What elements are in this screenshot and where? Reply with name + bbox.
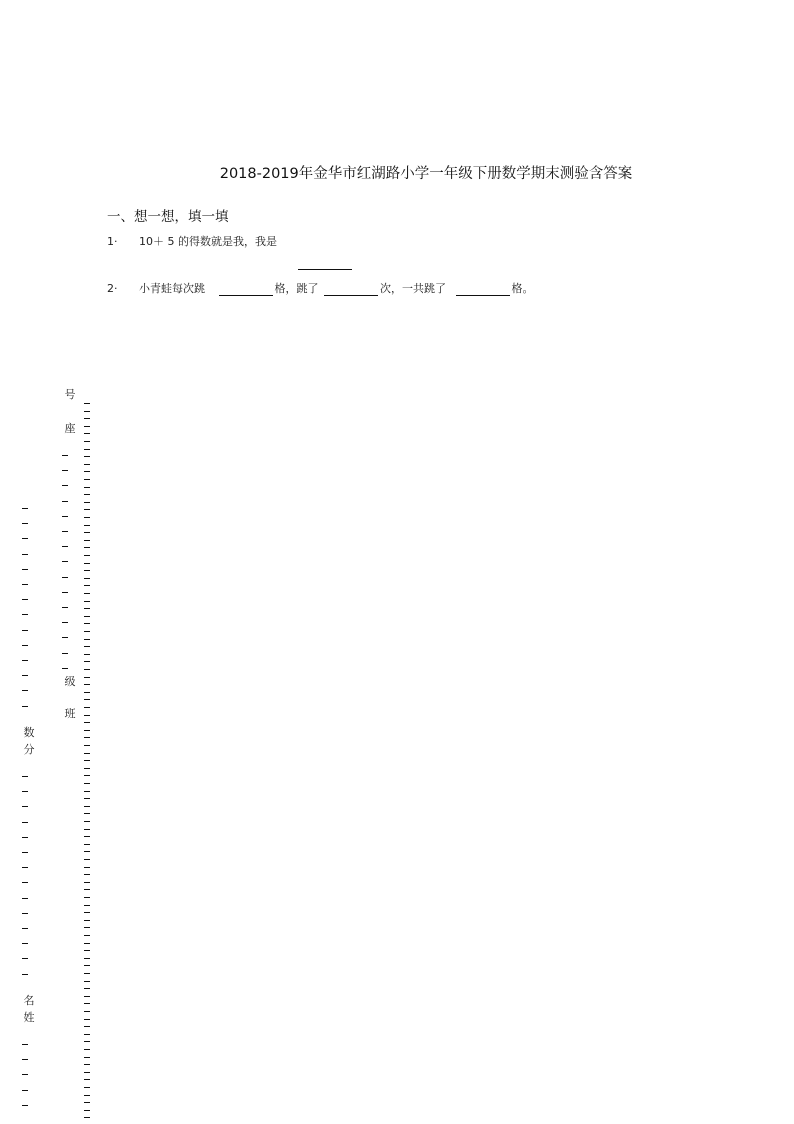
binding-dash	[22, 569, 28, 570]
binding-dash	[84, 1064, 90, 1065]
binding-dash	[84, 821, 90, 822]
binding-dash	[84, 897, 90, 898]
binding-dash	[84, 1057, 90, 1058]
binding-dash	[84, 547, 90, 548]
binding-dash	[84, 456, 90, 457]
binding-dash	[22, 675, 28, 676]
question-number: 2·	[107, 282, 118, 295]
score-label: 数	[23, 726, 35, 739]
binding-dash	[84, 791, 90, 792]
binding-dash	[84, 1110, 90, 1111]
binding-dash	[84, 623, 90, 624]
binding-dash	[84, 1049, 90, 1050]
binding-dash	[84, 844, 90, 845]
binding-dash	[84, 570, 90, 571]
answer-blank[interactable]	[219, 283, 273, 296]
binding-dash	[22, 974, 28, 975]
binding-dash	[22, 806, 28, 807]
binding-dash	[62, 622, 68, 623]
binding-dash	[84, 1072, 90, 1073]
binding-dash	[84, 927, 90, 928]
class-label: 级	[64, 675, 76, 688]
binding-dash	[84, 471, 90, 472]
binding-dash	[22, 1074, 28, 1075]
binding-dash	[22, 1059, 28, 1060]
seat-number-label: 号	[64, 388, 76, 401]
binding-dash	[84, 418, 90, 419]
binding-dash	[84, 646, 90, 647]
binding-dash	[84, 943, 90, 944]
binding-dash	[84, 654, 90, 655]
binding-dash	[84, 1117, 90, 1118]
binding-dash	[84, 836, 90, 837]
binding-dash	[84, 677, 90, 678]
seat-number-label: 座	[64, 422, 76, 435]
question-2	[107, 280, 534, 296]
binding-dash	[62, 653, 68, 654]
binding-dash	[22, 554, 28, 555]
binding-dash	[84, 502, 90, 503]
binding-dash	[84, 829, 90, 830]
binding-dash	[84, 449, 90, 450]
binding-dash	[84, 996, 90, 997]
binding-dash	[84, 905, 90, 906]
binding-dash	[84, 631, 90, 632]
binding-dash	[84, 1095, 90, 1096]
question-text-part: 格。	[511, 282, 534, 295]
answer-blank[interactable]	[456, 283, 510, 296]
binding-dash	[84, 540, 90, 541]
binding-dash	[84, 935, 90, 936]
binding-dash	[84, 1003, 90, 1004]
binding-dash	[22, 776, 28, 777]
answer-blank[interactable]	[298, 269, 352, 270]
question-text-part: 小青蛙每次跳	[139, 282, 205, 295]
binding-dash	[84, 441, 90, 442]
binding-dash	[84, 798, 90, 799]
binding-dash	[84, 1079, 90, 1080]
binding-dash	[84, 639, 90, 640]
binding-dash	[84, 965, 90, 966]
binding-dash	[84, 950, 90, 951]
binding-dash	[84, 867, 90, 868]
binding-dash	[22, 1105, 28, 1106]
document-title: 2018-2019年金华市红湖路小学一年级下册数学期末测验含答案	[219, 166, 633, 182]
binding-dash	[84, 1011, 90, 1012]
binding-dash	[84, 707, 90, 708]
binding-dash	[84, 433, 90, 434]
binding-dash	[22, 943, 28, 944]
binding-dash	[84, 593, 90, 594]
question-number: 1·	[107, 235, 118, 248]
question-text-part: 格，跳了	[274, 282, 319, 295]
binding-dash	[84, 692, 90, 693]
binding-dash	[84, 509, 90, 510]
binding-dash	[62, 637, 68, 638]
binding-dash	[22, 660, 28, 661]
question-text: 10＋ 5 的得数就是我，我是	[139, 235, 277, 248]
binding-dash	[84, 403, 90, 404]
binding-dash	[22, 958, 28, 959]
binding-dash	[84, 730, 90, 731]
binding-dash	[22, 706, 28, 707]
binding-dash	[84, 517, 90, 518]
binding-dash	[22, 1090, 28, 1091]
binding-dash	[62, 470, 68, 471]
binding-dash	[84, 851, 90, 852]
binding-dash	[84, 464, 90, 465]
binding-dash	[84, 411, 90, 412]
score-label: 分	[23, 743, 35, 756]
binding-dash	[22, 867, 28, 868]
binding-dash	[84, 479, 90, 480]
name-label: 姓	[23, 1011, 35, 1024]
binding-dash	[84, 555, 90, 556]
binding-dash	[22, 791, 28, 792]
class-label: 班	[64, 707, 76, 720]
binding-dash	[84, 1034, 90, 1035]
binding-dash	[84, 616, 90, 617]
binding-dash	[84, 715, 90, 716]
binding-dash	[84, 806, 90, 807]
binding-dash	[62, 577, 68, 578]
binding-dash	[84, 981, 90, 982]
binding-dash	[84, 585, 90, 586]
binding-dash	[84, 1019, 90, 1020]
question-text-part: 次，一共跳了	[380, 282, 446, 295]
binding-dash	[22, 645, 28, 646]
binding-dash	[22, 898, 28, 899]
binding-dash	[84, 1102, 90, 1103]
binding-dash	[84, 768, 90, 769]
binding-dash	[84, 775, 90, 776]
binding-dash	[84, 532, 90, 533]
binding-dash	[62, 485, 68, 486]
binding-dash	[84, 882, 90, 883]
binding-dash	[62, 531, 68, 532]
binding-dash	[22, 523, 28, 524]
binding-dash	[84, 1026, 90, 1027]
binding-dash	[22, 614, 28, 615]
binding-dash	[62, 592, 68, 593]
binding-dash	[84, 745, 90, 746]
binding-dash	[22, 508, 28, 509]
binding-dash	[22, 837, 28, 838]
binding-dash	[84, 783, 90, 784]
binding-dash	[62, 561, 68, 562]
binding-dash	[84, 563, 90, 564]
binding-dash	[84, 661, 90, 662]
answer-blank[interactable]	[324, 283, 378, 296]
binding-dash	[62, 501, 68, 502]
binding-dash	[84, 973, 90, 974]
binding-dash	[84, 669, 90, 670]
binding-dash	[84, 601, 90, 602]
binding-dash	[84, 1041, 90, 1042]
binding-dash	[84, 912, 90, 913]
binding-dash	[62, 516, 68, 517]
binding-dash	[84, 760, 90, 761]
section-heading: 一、想一想，填一填	[107, 209, 229, 225]
binding-dash	[84, 608, 90, 609]
binding-dash	[22, 852, 28, 853]
binding-dash	[84, 722, 90, 723]
binding-dash	[84, 958, 90, 959]
binding-dash	[84, 699, 90, 700]
binding-dash	[22, 928, 28, 929]
binding-dash	[22, 913, 28, 914]
binding-dash	[84, 1087, 90, 1088]
binding-dash	[84, 753, 90, 754]
question-1	[107, 233, 277, 249]
binding-dash	[22, 599, 28, 600]
binding-dash	[62, 455, 68, 456]
binding-dash	[84, 525, 90, 526]
binding-dash	[84, 487, 90, 488]
binding-dash	[22, 1044, 28, 1045]
binding-dash	[84, 920, 90, 921]
binding-dash	[84, 737, 90, 738]
binding-dash	[84, 684, 90, 685]
binding-dash	[62, 607, 68, 608]
binding-dash	[84, 874, 90, 875]
binding-dash	[62, 668, 68, 669]
binding-dash	[22, 630, 28, 631]
binding-dash	[84, 426, 90, 427]
binding-dash	[84, 859, 90, 860]
binding-dash	[22, 538, 28, 539]
binding-dash	[84, 889, 90, 890]
binding-dash	[22, 882, 28, 883]
binding-dash	[62, 546, 68, 547]
binding-dash	[84, 813, 90, 814]
binding-dash	[84, 578, 90, 579]
name-label: 名	[23, 994, 35, 1007]
binding-dash	[22, 584, 28, 585]
binding-dash	[22, 822, 28, 823]
binding-dash	[84, 494, 90, 495]
binding-dash	[84, 988, 90, 989]
binding-dash	[22, 690, 28, 691]
